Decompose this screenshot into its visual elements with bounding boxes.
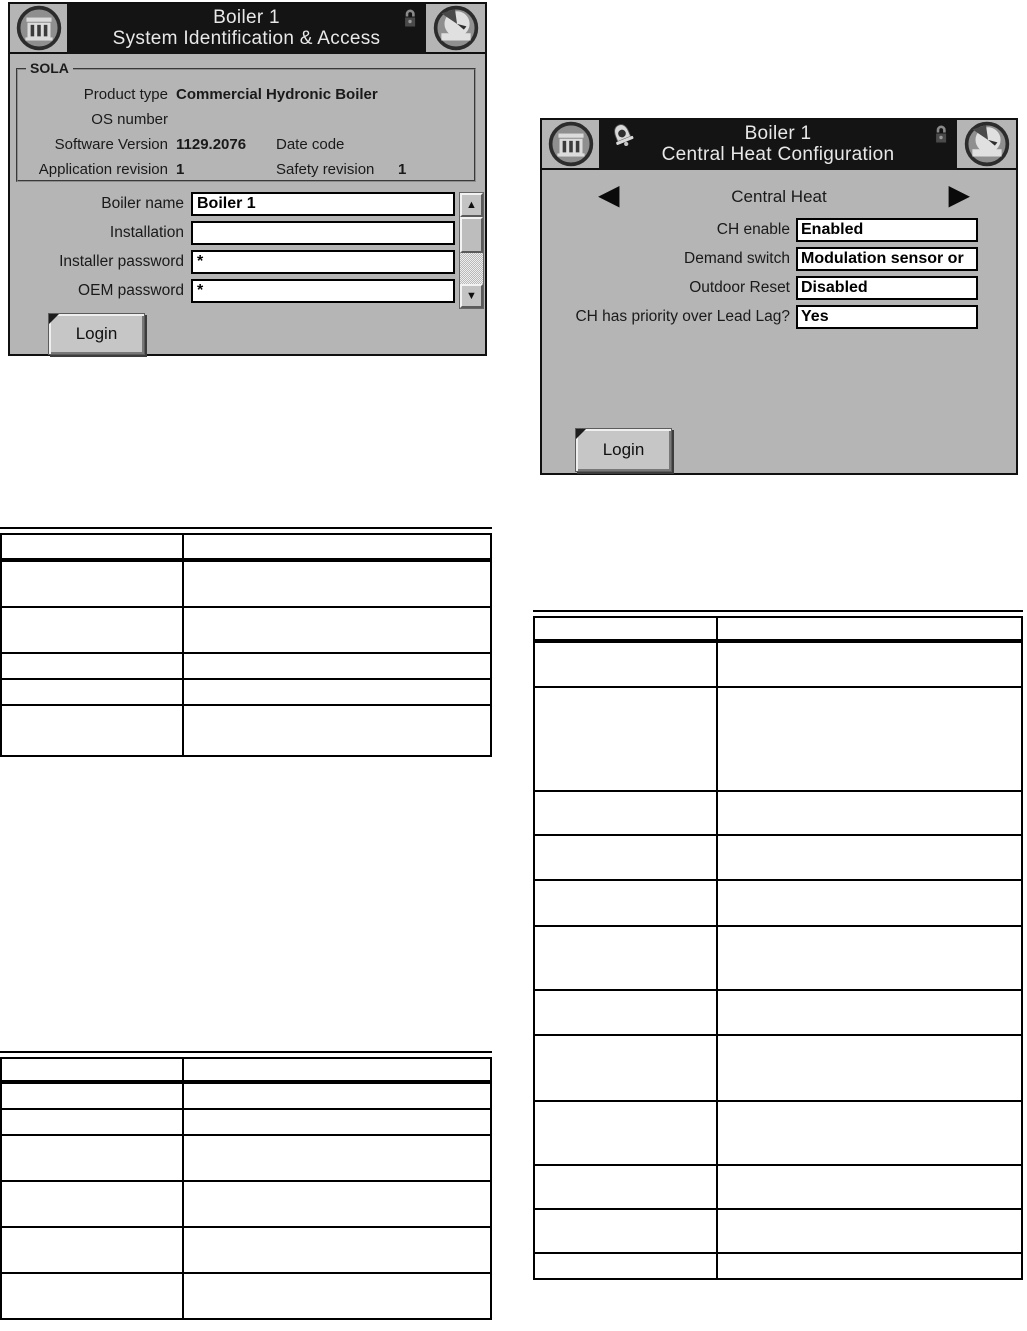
table-cell <box>534 641 717 687</box>
table-row <box>1 607 491 653</box>
table-cell <box>1 607 183 653</box>
table-cell <box>534 990 717 1035</box>
titlebar-row <box>10 4 485 54</box>
login-button[interactable] <box>575 428 672 472</box>
table-row <box>1 1273 491 1319</box>
demand-switch-input[interactable] <box>796 247 978 271</box>
table-row <box>534 1035 1022 1101</box>
application-revision-value: 1 <box>176 161 185 178</box>
groupbox-label: SOLA <box>26 60 73 76</box>
table-row <box>1 1109 491 1135</box>
table-cell <box>183 1227 491 1273</box>
login-label: Login <box>75 324 118 343</box>
table-header-row <box>1 1058 491 1082</box>
date-code-label: Date code <box>276 136 345 153</box>
timer-button[interactable] <box>426 4 485 54</box>
lock-icon <box>933 123 949 150</box>
central-heat-screen <box>540 118 1018 475</box>
software-version-row <box>18 132 474 157</box>
central-heat-body <box>542 170 1016 473</box>
table-cell <box>534 791 717 835</box>
table-cell <box>183 705 491 756</box>
table-cell <box>534 926 717 990</box>
alarm-bell-icon[interactable] <box>607 120 639 157</box>
demand-switch-label: Demand switch <box>684 250 790 267</box>
home-icon <box>548 121 594 167</box>
table-header-cell <box>1 1058 183 1082</box>
boiler-name-label: Boiler name <box>101 195 184 212</box>
table-cell <box>717 926 1022 990</box>
table-cell <box>1 1135 183 1181</box>
screen-title-line1: Boiler 1 <box>213 7 280 28</box>
table-cell <box>1 705 183 756</box>
config-group-title: Central Heat <box>731 187 827 206</box>
product-type-value: Commercial Hydronic Boiler <box>176 86 378 103</box>
demand-switch-row <box>542 247 1016 271</box>
titlebar <box>599 120 957 170</box>
titlebar-row <box>542 120 1016 170</box>
table-cell <box>1 1181 183 1227</box>
prev-group-arrow[interactable]: ◀ <box>598 179 620 210</box>
table-cell <box>534 880 717 926</box>
table-cell <box>717 880 1022 926</box>
table-row <box>534 1101 1022 1165</box>
scrollbar-thumb[interactable] <box>460 217 483 253</box>
installation-label: Installation <box>109 224 184 241</box>
timer-button[interactable] <box>957 120 1016 170</box>
table-row <box>534 990 1022 1035</box>
safety-revision-value: 1 <box>398 161 407 178</box>
table-row <box>1 1227 491 1273</box>
gauge-icon <box>964 121 1010 167</box>
home-button[interactable] <box>542 120 599 170</box>
oem-password-label: OEM password <box>78 282 184 299</box>
ch-priority-label: CH has priority over Lead Lag? <box>575 308 790 325</box>
table-cell <box>183 560 491 607</box>
table-top-rule <box>533 610 1023 612</box>
table-cell <box>1 653 183 679</box>
table-cell <box>717 1209 1022 1253</box>
table-cell <box>717 835 1022 880</box>
table-cell <box>183 1135 491 1181</box>
boiler-name-input[interactable] <box>191 192 455 216</box>
screen-title-line2: Central Heat Configuration <box>661 144 895 165</box>
table-cell <box>1 1273 183 1319</box>
table-cell <box>183 1273 491 1319</box>
table-top-rule <box>0 1051 492 1053</box>
table-cell <box>183 653 491 679</box>
home-icon <box>16 5 62 51</box>
central-heat-form <box>542 218 1016 334</box>
installation-row <box>10 221 485 245</box>
ch-enable-row <box>542 218 1016 242</box>
table-cell <box>534 687 717 791</box>
reference-table-top-left <box>0 527 492 757</box>
table-row <box>534 1165 1022 1209</box>
table-cell <box>534 835 717 880</box>
ch-priority-input[interactable] <box>796 305 978 329</box>
table-cell <box>534 1101 717 1165</box>
table-cell <box>183 1082 491 1109</box>
table-cell <box>717 1101 1022 1165</box>
ch-enable-label: CH enable <box>716 221 790 238</box>
installation-input[interactable] <box>191 221 455 245</box>
table-row <box>1 679 491 705</box>
application-revision-label: Application revision <box>38 161 168 178</box>
table-cell <box>534 1209 717 1253</box>
safety-revision-label: Safety revision <box>276 161 375 178</box>
installer-password-input[interactable] <box>191 250 455 274</box>
installer-password-row <box>10 250 485 274</box>
table-top-rule <box>0 527 492 529</box>
screen-title-line1: Boiler 1 <box>744 123 812 144</box>
table-cell <box>1 1227 183 1273</box>
table-cell <box>717 1165 1022 1209</box>
table-row <box>1 705 491 756</box>
table-cell <box>717 990 1022 1035</box>
outdoor-reset-row <box>542 276 1016 300</box>
table-cell <box>717 687 1022 791</box>
focus-notch <box>49 314 59 324</box>
table-cell <box>1 679 183 705</box>
table-header-row <box>1 534 491 560</box>
table-row <box>534 687 1022 791</box>
table-cell <box>1 1082 183 1109</box>
table-header-cell <box>183 1058 491 1082</box>
sola-groupbox <box>16 60 476 182</box>
table-cell <box>717 641 1022 687</box>
table-header-cell <box>717 617 1022 641</box>
scrollbar[interactable] <box>459 192 484 309</box>
table-row <box>534 926 1022 990</box>
table-cell <box>717 1035 1022 1101</box>
table-cell <box>183 1109 491 1135</box>
product-type-row <box>18 82 474 107</box>
gauge-icon <box>433 5 479 51</box>
reference-table-right <box>533 610 1023 1280</box>
product-type-label: Product type <box>83 86 168 103</box>
oem-password-row <box>10 279 485 303</box>
table-row <box>534 1209 1022 1253</box>
login-button[interactable] <box>48 313 145 355</box>
system-id-screen <box>8 2 487 356</box>
os-number-row <box>18 107 474 132</box>
screen-title-line2: System Identification & Access <box>112 28 381 49</box>
scroll-up-icon: ▲ <box>466 199 477 211</box>
table-header-cell <box>534 617 717 641</box>
lock-icon <box>402 7 418 34</box>
table-cell <box>183 607 491 653</box>
table-row <box>534 880 1022 926</box>
home-button[interactable] <box>10 4 67 54</box>
table-cell <box>183 679 491 705</box>
table-header-cell <box>183 534 491 560</box>
scroll-up-button[interactable] <box>460 193 483 217</box>
access-form <box>10 192 485 308</box>
table-cell <box>717 1253 1022 1279</box>
system-id-body <box>10 54 485 354</box>
table-row <box>1 653 491 679</box>
table-cell <box>183 1181 491 1227</box>
table-row <box>534 835 1022 880</box>
ch-enable-input[interactable] <box>796 218 978 242</box>
table-row <box>534 791 1022 835</box>
table-row <box>1 1135 491 1181</box>
oem-password-input[interactable] <box>191 279 455 303</box>
table-row <box>1 1181 491 1227</box>
outdoor-reset-label: Outdoor Reset <box>689 279 790 296</box>
titlebar <box>67 4 426 54</box>
scroll-down-button[interactable] <box>460 284 483 308</box>
table-header-row <box>534 617 1022 641</box>
installer-password-label: Installer password <box>59 253 184 270</box>
table-row <box>1 560 491 607</box>
table-header-cell <box>1 534 183 560</box>
focus-notch <box>576 429 586 439</box>
revision-row <box>18 157 474 182</box>
outdoor-reset-input[interactable] <box>796 276 978 300</box>
table-cell <box>717 791 1022 835</box>
reference-table-bottom-left <box>0 1051 492 1320</box>
scrollbar-track[interactable] <box>460 253 483 284</box>
table-cell <box>534 1035 717 1101</box>
table-cell <box>1 560 183 607</box>
table-cell <box>1 1109 183 1135</box>
boiler-name-row <box>10 192 485 216</box>
table-row <box>534 641 1022 687</box>
table-cell <box>534 1253 717 1279</box>
login-label: Login <box>602 440 645 459</box>
scroll-down-icon: ▼ <box>466 290 477 302</box>
software-version-value: 1129.2076 <box>176 136 247 153</box>
table-cell <box>534 1165 717 1209</box>
ch-priority-row <box>542 305 1016 329</box>
os-number-label: OS number <box>91 111 168 128</box>
config-group-nav <box>542 179 1016 212</box>
table-row <box>534 1253 1022 1279</box>
next-group-arrow[interactable]: ▶ <box>948 179 970 210</box>
software-version-label: Software Version <box>54 136 168 153</box>
table-row <box>1 1082 491 1109</box>
